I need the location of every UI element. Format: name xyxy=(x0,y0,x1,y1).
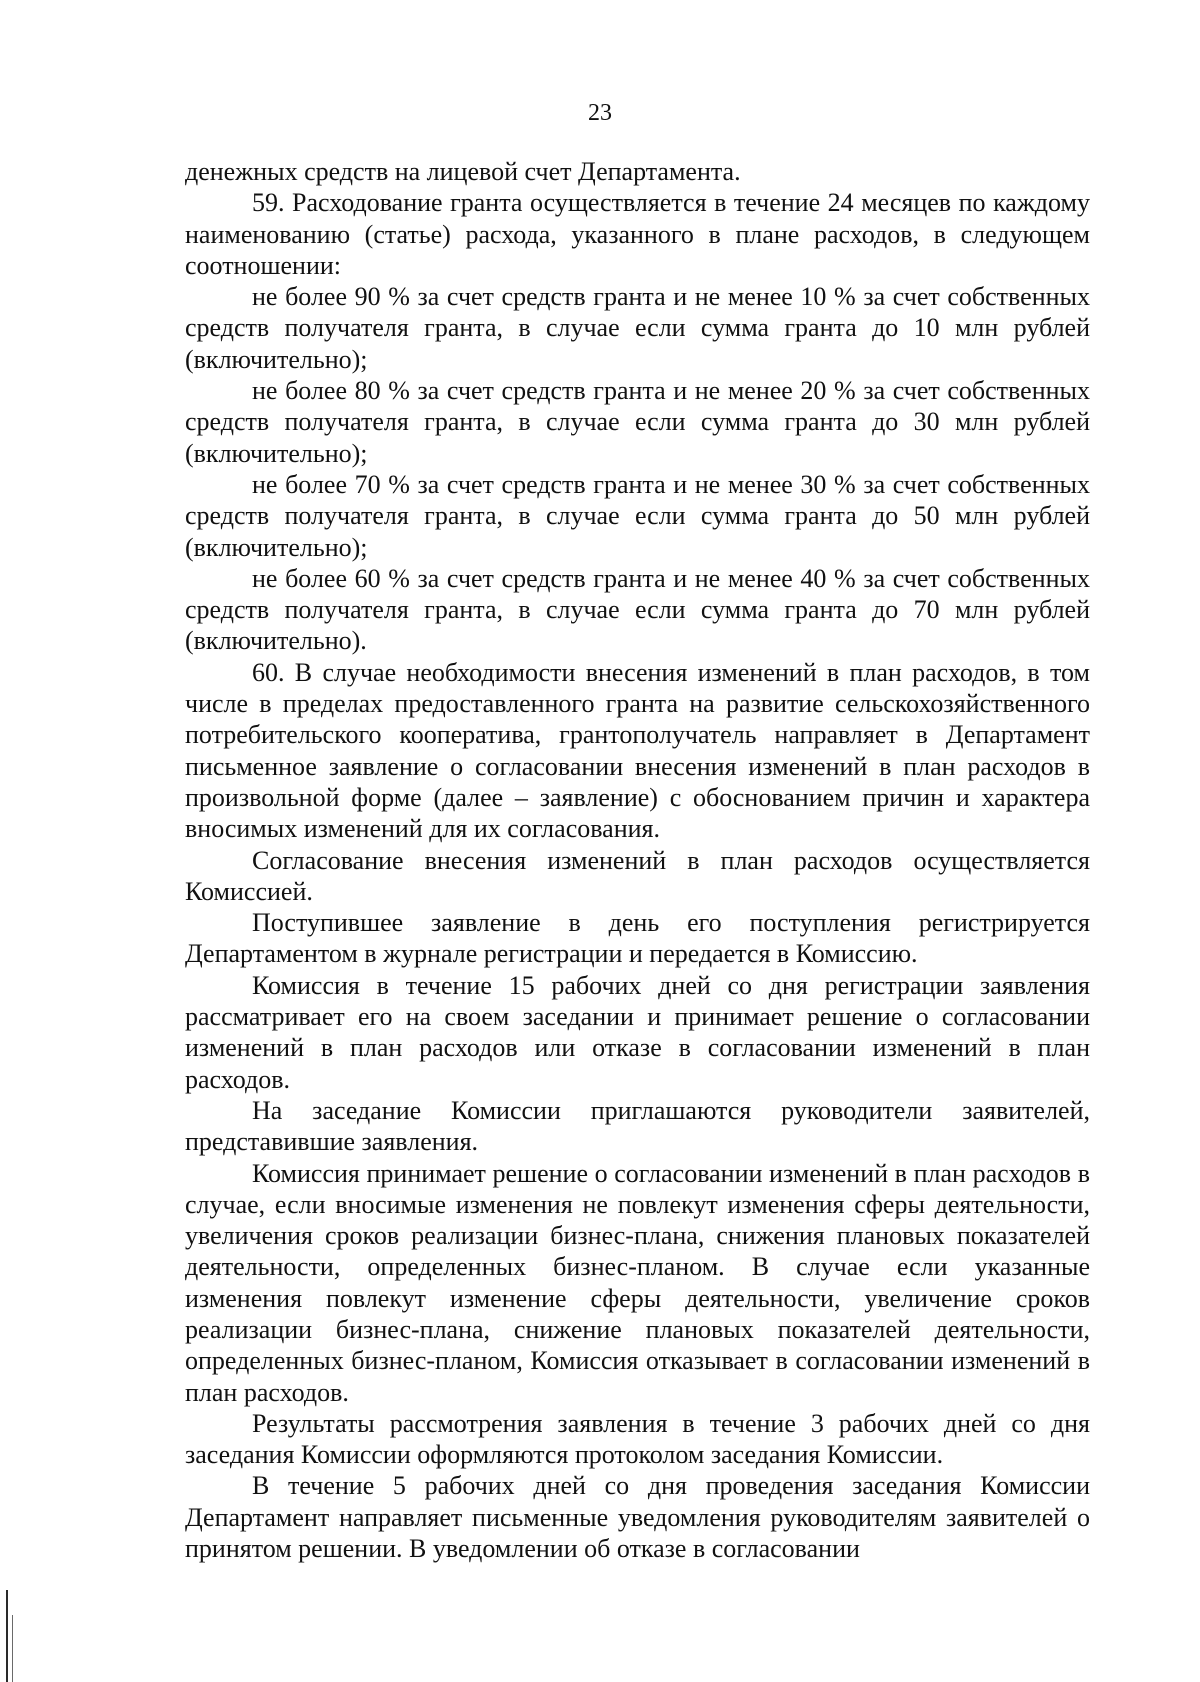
paragraph-review-period: Комиссия в течение 15 рабочих дней со дня регистрации заявления рассматривает его на своем заседании и принимает решение о согласовании изменений в план расходов или отказе в согласовании изменений в план расходов. xyxy=(185,970,1090,1094)
page-number: 23 xyxy=(588,100,612,126)
paragraph-ratio-80: не более 80 % за счет средств гранта и не менее 20 % за счет собственных средств получателя гранта, в случае если сумма гранта до 30 млн рублей (включительно); xyxy=(185,376,1090,468)
paragraph-notification: В течение 5 рабочих дней со дня проведения заседания Комиссии Департамент направляет письменные уведомления руководителям заявителей о принятом решении. В уведомлении об отказе в согласовании xyxy=(185,1471,1090,1564)
paragraph-commission-approval: Согласование внесения изменений в план расходов осуществляется Комиссией. xyxy=(185,845,1090,906)
paragraph-ratio-90: не более 90 % за счет средств гранта и не менее 10 % за счет собственных средств получателя гранта, в случае если сумма гранта до 10 млн рублей (включительно); xyxy=(185,282,1090,374)
paragraph-continuation: денежных средств на лицевой счет Департамента. xyxy=(185,157,741,186)
paragraph-ratio-60: не более 60 % за счет средств гранта и не менее 40 % за счет собственных средств получателя гранта, в случае если сумма гранта до 70 млн рублей (включительно). xyxy=(185,563,1090,656)
paragraph-ratio-70: не более 70 % за счет средств гранта и не менее 30 % за счет собственных средств получателя гранта, в случае если сумма гранта до 50 млн рублей (включительно); xyxy=(185,469,1090,562)
paragraph-59: 59. Расходование гранта осуществляется в течение 24 месяцев по каждому наименованию (статье) расхода, указанного в плане расходов, в следующем соотношении: xyxy=(185,188,1090,280)
paragraph-60: 60. В случае необходимости внесения изменений в план расходов, в том числе в пределах предоставленного гранта на развитие сельскохозяйственного потребительского кооператива, грантополучатель направляет в Департамент письменное заявление о согласовании внесения изменений в план расходов в произвольной форме (далее – заявление) с обоснованием причин и характера вносимых изменений для их согласования. xyxy=(185,657,1090,844)
paragraph-decision-criteria: Комиссия принимает решение о согласовании изменений в план расходов в случае, если вносимые изменения не повлекут изменения сферы деятельности, увеличения сроков реализации бизнес-плана, снижения плановых показателей деятельности, определенных бизнес-планом. В случае если указанные изменения повлекут изменение сферы деятельности, увеличение сроков реализации бизнес-плана, снижение плановых показателей деятельности, определенных бизнес-планом, Комиссия отказывает в согласовании изменений в план расходов. xyxy=(185,1158,1090,1407)
paragraph-invitation: На заседание Комиссии приглашаются руководители заявителей, представившие заявления. xyxy=(185,1095,1090,1157)
paragraph-registration: Поступившее заявление в день его поступления регистрируется Департаментом в журнале регистрации и передается в Комиссию. xyxy=(185,908,1090,969)
scan-edge-mark-secondary xyxy=(12,1615,13,1682)
scan-edge-mark xyxy=(6,1590,8,1682)
document-body xyxy=(185,156,1090,1564)
paragraph-protocol: Результаты рассмотрения заявления в течение 3 рабочих дней со дня заседания Комиссии оформляются протоколом заседания Комиссии. xyxy=(185,1408,1090,1470)
